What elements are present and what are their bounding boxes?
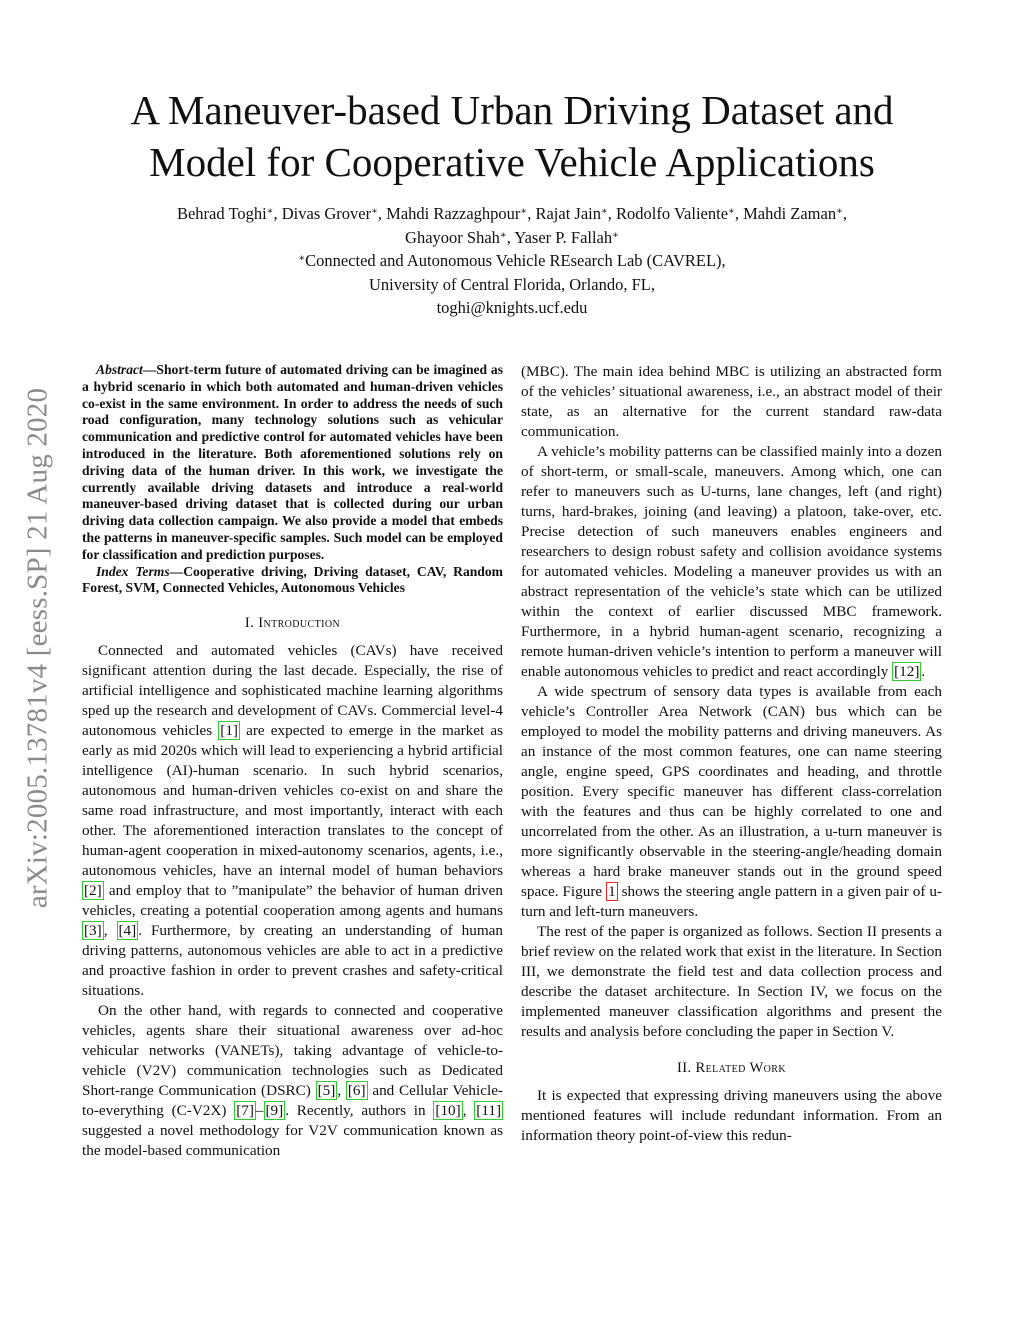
title-line-2: Model for Cooperative Vehicle Applications xyxy=(149,139,875,185)
abstract-text: —Short-term future of automated driving can be imagined as a hybrid scenario in which both automated and human-driven vehicles co-exist in the same environment. In order to address the needs of such road configuration, many technology solutions such as vehicular communication and predictive control for automated vehicles have been introduced in the literature. Both aforementioned solutions rely on driving data of the human driver. In this work, we investigate the currently available driving datasets and introduce a real-world maneuver-based driving dataset that is collected during our urban driving data collection campaign. We also provide a model that embeds the patterns in maneuver-specific samples. Such model can be employed for classification and prediction purposes. xyxy=(82,362,503,562)
citation-link[interactable]: [6] xyxy=(347,1082,366,1100)
contact-email[interactable]: toghi@knights.ucf.edu xyxy=(436,298,588,317)
index-terms-label: Index Terms xyxy=(96,563,170,579)
citation-link[interactable]: [5] xyxy=(317,1082,336,1100)
section-heading-introduction: I. Introduction xyxy=(244,615,341,632)
affiliation-lab: ∗Connected and Autonomous Vehicle REsearch Lab (CAVREL), xyxy=(298,251,726,270)
citation-link[interactable]: [2] xyxy=(84,882,102,900)
intro-paragraph-4: A vehicle’s mobility patterns can be classified mainly into a dozen of short-term, or small-scale, maneuvers. Among which, one can refer to maneuvers such as U-turns, lane changes, left (and right) turns, hard-brakes, joining (and leaving) a platoon, take-over, etc. Precise detection of such maneuvers enables engineers and researchers to design robust safety and collision avoidance systems for automated vehicles. Modeling a maneuver provides us with an abstract representation of the vehicle’s state which can be utilized within the context of earlier discussed MBC framework. Furthermore, in a hybrid human-agent scenario, recognizing a remote human-driven vehicle’s intention to perform a maneuver will enable autonomous vehicles to predict and react accordingly [12] . xyxy=(521,443,942,680)
author-name: Mahdi Razzaghpour xyxy=(386,204,521,223)
author-name: Rajat Jain xyxy=(535,204,601,223)
section-heading-related-work: II. Related Work xyxy=(677,1060,786,1076)
citation-link[interactable]: [7] xyxy=(236,1102,254,1120)
citation-link[interactable]: [4] xyxy=(118,922,137,940)
citation-link[interactable]: [9] xyxy=(265,1102,284,1120)
author-block xyxy=(82,202,942,320)
left-column xyxy=(82,362,503,1161)
right-column xyxy=(521,362,942,1146)
abstract xyxy=(82,362,503,564)
citation-link[interactable]: [11] xyxy=(476,1102,502,1120)
arxiv-identifier: arXiv:2005.13781v4 [eess.SP] 21 Aug 2020 xyxy=(21,387,54,909)
title-line-1: A Maneuver-based Urban Driving Dataset and xyxy=(130,87,894,133)
author-name: Ghayoor Shah xyxy=(405,227,500,247)
citation-link[interactable]: [10] xyxy=(435,1102,461,1120)
intro-paragraph-6: The rest of the paper is organized as follows. Section II presents a brief review on the related work that exist in the literature. In Section III, we demonstrate the field test and data collection process and describe the dataset architecture. In Section IV, we focus on the implemented maneuver classification algorithms and present the results and analysis before concluding the paper in Section V. xyxy=(521,923,942,1040)
intro-paragraph-3: (MBC). The main idea behind MBC is utilizing an abstracted form of the vehicles’ situational awareness, i.e., an abstract model of their state, as an alternative for the current standard raw-data communication. xyxy=(521,363,942,440)
affiliation-university: University of Central Florida, Orlando, FL, xyxy=(369,274,655,294)
paper-title xyxy=(82,84,942,188)
abstract-label: Abstract xyxy=(96,362,143,377)
author-name: Divas Grover xyxy=(281,204,372,223)
author-name: Mahdi Zaman xyxy=(743,204,837,223)
citation-link[interactable]: [1] xyxy=(220,722,238,740)
index-terms xyxy=(82,564,503,598)
related-work-paragraph-1: It is expected that expressing driving maneuvers using the above mentioned features will include redundant information. From an information theory point-of-view this redun- xyxy=(521,1087,942,1144)
intro-paragraph-5: A wide spectrum of sensory data types is available from each vehicle’s Controller Area Network (CAN) bus which can be employed to model the mobility patterns and driving maneuvers. As an instance of the most common features, one can name steering angle, engine speed, GPS coordinates and heading, and throttle position. Every specific maneuver has different class-correlation with the features and thus can be highly correlated to one and uncorrelated from the other. As an illustration, a u-turn maneuver is more significantly observable in the steering-angle/heading domain whereas a hard brake maneuver stands out in the ground speed space. Figure 1 shows the steering angle pattern in a given pair of u-turn and left-turn maneuvers. xyxy=(521,683,942,920)
citation-link[interactable]: [3] xyxy=(84,922,102,940)
author-name: Behrad Toghi xyxy=(176,204,267,223)
authors-line-1: Behrad Toghi∗, Divas Grover∗, Mahdi Razzaghpour∗, Rajat Jain∗, Rodolfo Valiente∗, Mahdi Zaman∗, xyxy=(176,204,848,223)
index-terms-text: —Cooperative driving, Driving dataset, CAV, Random Forest, SVM, Connected Vehicles, Autonomous Vehicles xyxy=(82,563,503,596)
intro-paragraph-2: On the other hand, with regards to connected and cooperative vehicles, agents share their situational awareness over ad-hoc vehicular networks (VANETs), taking advantage of vehicle-to-vehicle (V2V) communication technologies such as Dedicated Short-range Communication (DSRC) [5] , [6] and Cellular Vehicle-to-everything (C-V2X) [7] – [9] . Recently, authors in [10] , [11] suggested a novel methodology for V2V communication known as the model-based communication xyxy=(82,1002,503,1160)
figure-reference-link[interactable]: 1 xyxy=(608,883,616,900)
authors-line-2: Ghayoor Shah∗, Yaser P. Fallah∗ xyxy=(405,227,619,247)
author-name: Yaser P. Fallah xyxy=(514,227,613,247)
citation-link[interactable]: [12] xyxy=(894,663,920,680)
intro-paragraph-1: Connected and automated vehicles (CAVs) have received significant attention during the last decade. Especially, the rise of artificial intelligence and sophisticated machine learning algorithms sped up the research and development of CAVs. Commercial level-4 autonomous vehicles [1] are expected to emerge in the market as early as mid 2020s which will lead to experiencing a hybrid artificial intelligence (AI)-human scenario. In such hybrid scenarios, autonomous and human-driven vehicles co-exist on and share the same road infrastructure, and most importantly, interact with each other. The aforementioned interaction translates to the concept of human-agent cooperation in mixed-autonomy scenarios, agents, i.e., autonomous vehicles, have an internal model of human behaviors [2] and employ that to ”manipulate” the behavior of human driven vehicles, creating a potential cooperation among agents and humans [3] , [4] . Furthermore, by creating an understanding of human driving patterns, autonomous vehicles are able to act in a predictive and proactive fashion in order to prevent crashes and safety-critical situations. xyxy=(82,642,503,1000)
author-name: Rodolfo Valiente xyxy=(616,204,729,223)
